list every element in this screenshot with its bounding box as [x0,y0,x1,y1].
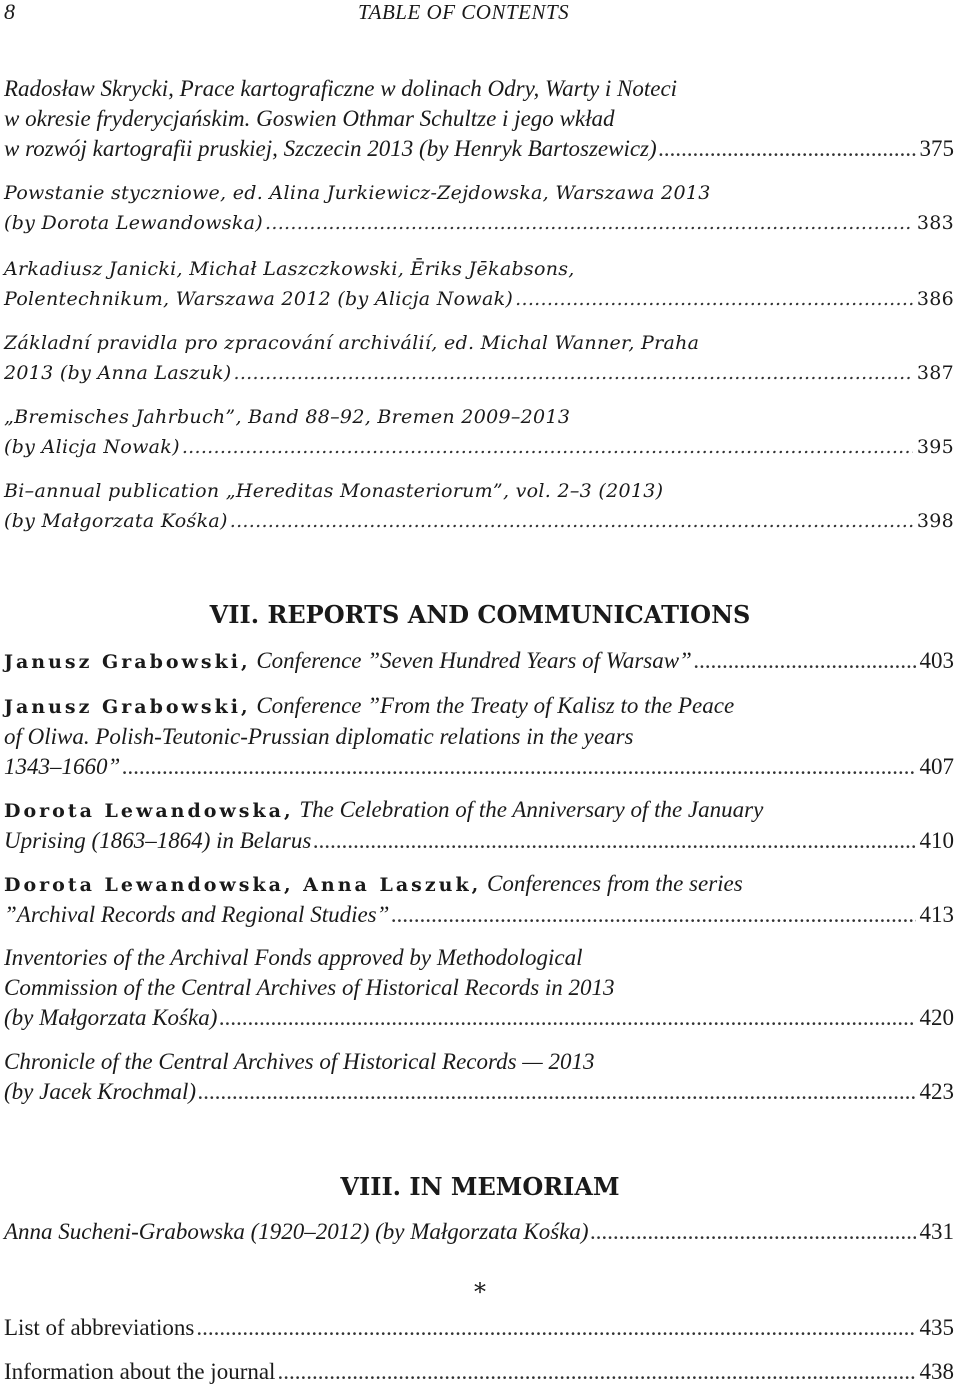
entry-last-line [4,208,954,238]
entry-author: Janusz Grabowski, [4,696,251,718]
dot-leader [122,752,915,782]
entry-last-line [4,506,954,536]
entry-line: Bi–annual publication „Hereditas Monasteriorum”, vol. 2–3 (2013) [4,480,664,502]
page-header [0,0,960,24]
toc-entry[interactable] [4,402,954,462]
dot-leader [182,432,913,462]
entry-page-number: 375 [919,136,954,161]
entry-page-number: 407 [919,754,954,779]
toc-entry[interactable] [4,1357,954,1387]
entry-page-number: 383 [916,212,954,234]
section-heading-viii: VIII. IN MEMORIAM [340,1172,620,1201]
entry-page-number: 438 [919,1359,954,1384]
dot-leader [659,134,916,164]
entry-line: (by Dorota Lewandowska) [4,212,264,234]
toc-entry[interactable] [4,1217,954,1247]
entry-author: Dorota Lewandowska, [4,800,294,822]
dot-leader [265,208,913,238]
entry-page-number: 435 [919,1315,954,1340]
entry-line: w rozwój kartografii pruskiej, Szczecin 2013 (by Henryk Bartoszewicz) [4,136,657,161]
entry-last-line [4,646,954,677]
entry-last-line [4,1077,954,1107]
toc-entry[interactable] [4,476,954,536]
toc-entry[interactable] [4,646,954,677]
toc-entry[interactable] [4,178,954,238]
entry-line: of Oliwa. Polish-Teutonic-Prussian diplomatic relations in the years [4,724,634,749]
entry-line: „Bremisches Jahrbuch”, Band 88–92, Bremen 2009–2013 [4,406,571,428]
dot-leader [694,646,916,676]
toc-entry[interactable] [4,795,954,856]
entry-line: List of abbreviations [4,1315,195,1340]
toc-entry[interactable] [4,1047,954,1107]
entry-line: Conference ”From the Treaty of Kalisz to the Peace [250,693,735,718]
dot-leader [230,506,913,536]
entry-line: w okresie fryderycjańskim. Goswien Othmar Schultze i jego wkład [4,106,615,131]
dot-leader [591,1217,916,1247]
entry-line: Radosław Skrycki, Prace kartograficzne w dolinach Odry, Warty i Noteci [4,76,678,101]
entry-line: 2013 (by Anna Laszuk) [4,362,232,384]
entry-last-line [4,1313,954,1343]
entry-line: Inventories of the Archival Fonds approved by Methodological [4,945,583,970]
dot-leader [391,900,915,930]
dot-leader [219,1003,915,1033]
entry-line: Základní pravidla pro zpracování archiválií, ed. Michal Wanner, Praha [4,332,700,354]
dot-leader [277,1357,915,1387]
entry-last-line [4,1003,954,1033]
dot-leader [313,826,915,856]
entry-last-line [4,432,954,462]
entry-page-number: 431 [919,1219,954,1244]
entry-last-line [4,826,954,856]
entry-line: (by Jacek Krochmal) [4,1079,197,1104]
entry-last-line [4,284,954,314]
dot-leader [198,1077,915,1107]
entry-line: 1343–1660” [4,754,121,779]
entry-page-number: 413 [919,902,954,927]
entry-line: (by Małgorzata Kośka) [4,510,228,532]
section-separator: * [474,1278,486,1306]
entry-page-number: 420 [919,1005,954,1030]
entry-line: (by Alicja Nowak) [4,436,180,458]
page-number: 8 [4,0,15,24]
entry-line: Arkadiusz Janicki, Michał Laszczkowski, Ēriks Jēkabsons, [4,258,575,280]
dot-leader [515,284,913,314]
entry-line: Conference ”Seven Hundred Years of Warsaw” [250,648,692,673]
entry-page-number: 410 [919,828,954,853]
entry-line: Conferences from the series [481,871,743,896]
entry-page-number: 403 [919,648,954,673]
entry-line: Chronicle of the Central Archives of Historical Records — 2013 [4,1049,595,1074]
entry-line: Information about the journal [4,1359,276,1384]
dot-leader [233,358,912,388]
entry-author: Janusz Grabowski, [4,651,251,673]
entry-line: Powstanie styczniowe, ed. Alina Jurkiewicz-Zejdowska, Warszawa 2013 [4,182,711,204]
section-heading-vii: VII. REPORTS AND COMMUNICATIONS [209,600,751,629]
entry-page-number: 398 [916,510,954,532]
entry-line: (by Małgorzata Kośka) [4,1005,218,1030]
entry-line: Polentechnikum, Warszawa 2012 (by Alicja Nowak) [4,288,514,310]
toc-entry[interactable] [4,74,954,164]
entry-last-line [4,358,954,388]
entry-line: The Celebration of the Anniversary of the January [293,797,764,822]
toc-entry[interactable] [4,943,954,1033]
entry-last-line [4,900,954,930]
entry-author: Dorota Lewandowska, Anna Laszuk, [4,874,482,896]
entry-line: Anna Sucheni-Grabowska (1920–2012) (by Małgorzata Kośka) [4,1219,589,1244]
entry-last-line [4,134,954,164]
entry-line: ”Archival Records and Regional Studies” [4,902,390,927]
toc-entry[interactable] [4,254,954,314]
toc-entry[interactable] [4,691,954,782]
entry-last-line [4,752,954,782]
entry-page-number: 386 [916,288,954,310]
toc-entry[interactable] [4,1313,954,1343]
entry-line: Uprising (1863–1864) in Belarus [4,828,312,853]
running-head: TABLE OF CONTENTS [358,0,570,24]
toc-entry[interactable] [4,869,954,930]
dot-leader [196,1313,915,1343]
entry-last-line [4,1357,954,1387]
entry-page-number: 387 [916,362,954,384]
toc-entry[interactable] [4,328,954,388]
entry-page-number: 423 [919,1079,954,1104]
entry-page-number: 395 [916,436,954,458]
entry-line: Commission of the Central Archives of Historical Records in 2013 [4,975,615,1000]
entry-last-line [4,1217,954,1247]
